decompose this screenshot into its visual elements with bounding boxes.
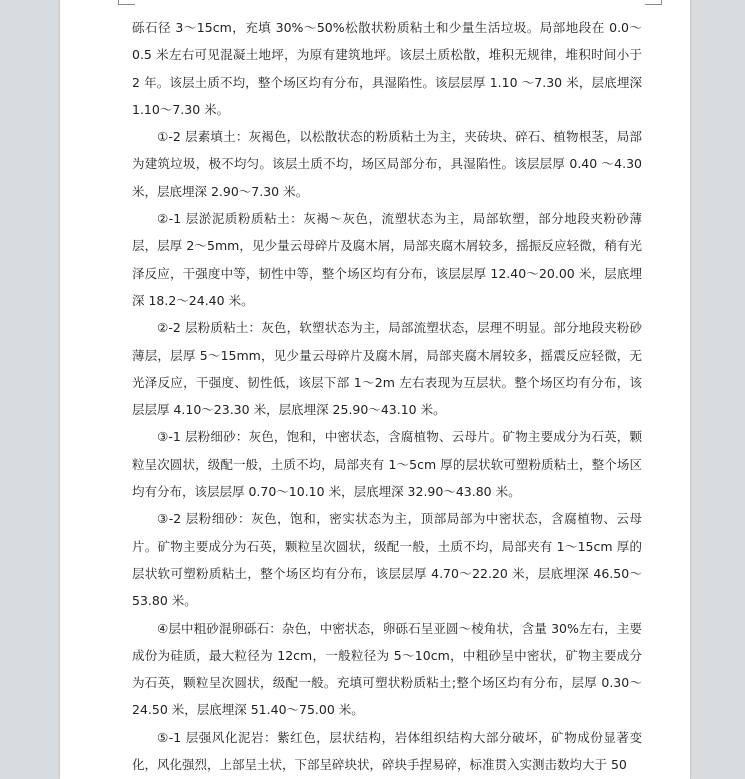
page-corner-mark-right	[645, 0, 662, 5]
left-margin-background	[0, 0, 60, 779]
right-margin-background	[690, 0, 745, 779]
paragraph-fill-continuation: 砾石径 3～15cm，充填 30%～50%松散状粉质粘土和少量生活垃圾。局部地段在 0.0～0.5 米左右可见混凝土地坪，为原有建筑地坪。该层土质松散，堆积无规律，堆积时间小于 2 年。该层土质不均，整个场区均有分布，具湿陷性。该层层厚 1.10 ～7.30 米，层底埋深 1.10～7.30 米。	[132, 20, 642, 117]
paragraph-layer-3-2: ③-2 层粉细砂：灰色，饱和，密实状态为主，顶部局部为中密状态，含腐植物、云母片。矿物主要成分为石英，颗粒呈次圆状，级配一般，土质不均，局部夹有 1～15cm 厚的层状软可塑粉质粘土，整个场区均有分布，该层层厚 4.70～22.20 米，层底埋深 46.50～53.80 米。	[132, 511, 642, 609]
paragraph-layer-3-1: ③-1 层粉细砂：灰色，饱和，中密状态，含腐植物、云母片。矿物主要成分为石英，颗粒呈次圆状，级配一般，土质不均，局部夹有 1～5cm 厚的层状软可塑粉质粘土，整个场区均有分布，该层层厚 0.70～10.10 米，层底埋深 32.90～43.80 米。	[132, 429, 642, 500]
page-corner-mark-left	[118, 0, 135, 5]
document-body	[132, 14, 642, 778]
paragraph-layer-2-2: ②-2 层粉质粘土：灰色，软塑状态为主，局部流塑状态，层理不明显。部分地段夹粉砂薄层，层厚 5～15mm，见少量云母碎片及腐木屑，局部夹腐木屑较多，摇震反应轻微，无光泽反应，干强度、韧性低，该层下部 1～2m 左右表现为互层状。整个场区均有分布，该层层厚 4.10～23.30 米，层底埋深 25.90～43.10 米。	[132, 320, 642, 418]
paragraph-layer-1-2: ①-2 层素填土：灰褐色，以松散状态的粉质粘土为主，夹砖块、碎石、植物根茎，局部为建筑垃圾，极不均匀。该层土质不均，场区局部分布，具湿陷性。该层层厚 0.40 ～4.30 米，层底埋深 2.90～7.30 米。	[132, 129, 642, 199]
paragraph-layer-4: ④层中粗砂混卵砾石：杂色，中密状态，卵砾石呈亚圆～棱角状，含量 30%左右，主要成份为硅质，最大粒径为 12cm，一般粒径为 5～10cm，中粗砂呈中密状，矿物主要成分为石英，颗粒呈次圆状，级配一般。充填可塑状粉质粘土;整个场区均有分布，层厚 0.30～24.50 米，层底埋深 51.40～75.00 米。	[132, 620, 642, 718]
document-page	[60, 0, 690, 779]
paragraph-layer-2-1: ②-1 层淤泥质粉质粘土：灰褐～灰色，流塑状态为主，局部软塑，部分地段夹粉砂薄层，层厚 2～5mm，见少量云母碎片及腐木屑，局部夹腐木屑较多，摇振反应轻微，稍有光泽反应，干强度中等，韧性中等，整个场区均有分布，该层层厚 12.40～20.00 米，层底埋深 18.2～24.40 米。	[132, 211, 642, 308]
paragraph-layer-5-1: ⑤-1 层强风化泥岩：紫红色，层状结构，岩体组织结构大部分破坏，矿物成份显著变化，风化强烈，上部呈土状，下部呈碎块状，碎块手捏易碎，标准贯入实测击数均大于 50	[132, 729, 642, 773]
